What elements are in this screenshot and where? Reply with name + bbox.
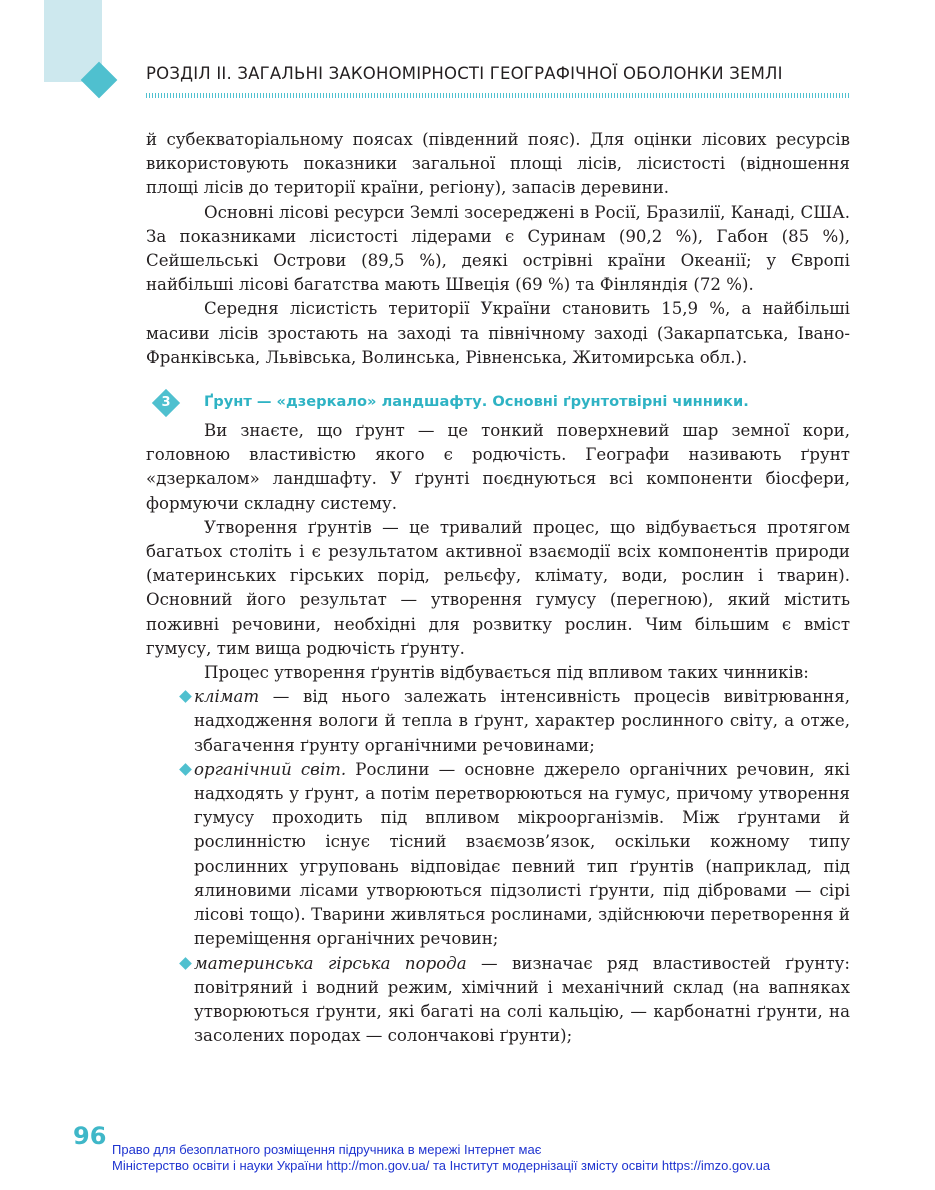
list-item xyxy=(146,758,850,952)
paragraph-continuation: й субекваторіальному поясах (південний пояс). Для оцінки лісових ресурсів використовують показники загальної площі лісів, лісистості (відношення площі лісів до території країни, регіону), запасів деревини. xyxy=(146,130,850,198)
paragraph-soil-definition: Ви знаєте, що ґрунт — це тонкий поверхневий шар земної кори, головною властивістю якого є родючість. Географи називають ґрунт «дзеркалом» ландшафту. У ґрунті поєднуються всі компоненти біосфери, формуючи складну систему. xyxy=(146,421,850,513)
factor-text: — від нього залежать інтенсивність процесів вивітрювання, надходження вологи й тепла в ґрунт, характер рослинного світу, а отже, збагачення ґрунту органічними речовинами; xyxy=(194,687,850,755)
footer-line-1: Право для безоплатного розміщення підручника в мережі Інтернет має xyxy=(112,1142,542,1157)
paragraph-soil-formation: Утворення ґрунтів — це тривалий процес, що відбувається протягом багатьох століть і є результатом активної взаємодії всіх компонентів природи (материнських гірських порід, рельєфу, клімату, води, рослин і тварин). Основний його результат — утворення гумусу (перегною), який містить поживні речовини, необхідні для розвитку рослин. Чим більшим є вміст гумусу, тим вища родючість ґрунту. xyxy=(146,517,850,658)
factor-term: материнська гірська порода xyxy=(194,953,467,973)
list-item xyxy=(146,685,850,758)
list-item xyxy=(146,952,850,1049)
factor-term: органічний світ. xyxy=(194,759,347,779)
factor-term: клімат xyxy=(194,687,260,707)
footer-line-2: Міністерство освіти і науки України http://mon.gov.ua/ та Інститут модернізації змісту освіти https://imzo.gov.ua xyxy=(112,1158,771,1173)
footer-notice xyxy=(112,1142,770,1174)
page-number: 96 xyxy=(73,1122,107,1150)
page-content xyxy=(146,128,850,1048)
section-number: 3 xyxy=(161,395,171,411)
diamond-bullet-icon xyxy=(179,690,192,703)
paragraph-ukraine-forests: Середня лісистість території України становить 15,9 %, а найбільші масиви лісів зростають на заході та північному заході (Закарпатська, Івано-Франківська, Львівська, Волинська, Рівненська, Житомирська обл.). xyxy=(146,299,850,367)
paragraph-factors-intro: Процес утворення ґрунтів відбувається під впливом таких чинників: xyxy=(204,663,809,683)
factor-text: — визначає ряд властивостей ґрунту: повітряний і водний режим, хімічний і механічний склад (на вапняках утворюються ґрунти, які багаті на солі кальцію, — карбонатні ґрунти, на засолених породах — солончакові ґрунти); xyxy=(194,953,850,1046)
paragraph-forest-leaders: Основні лісові ресурси Землі зосереджені в Росії, Бразилії, Канаді, США. За показниками лісистості лідерами є Суринам (90,2 %), Габон (85 %), Сейшельські Острови (89,5 %), деякі острівні країни Океанії; у Європі найбільші лісові багатства мають Швеція (69 %) та Фінляндія (72 %). xyxy=(146,202,850,295)
factor-text: Рослини — основне джерело органічних речовин, які надходять у ґрунт, а потім перетворюються на гумус, причому утворення гумусу проходить під впливом мікроорганізмів. Між ґрунтами й рослинністю існує тісний взаємозв’язок, оскільки кожному типу рослинних угруповань відповідає певний тип ґрунтів (наприклад, під ялиновими лісами утворюються підзолисті ґрунти, під дібровами — сірі лісові тощо). Тварини живляться рослинами, здійснюючи перетворення й переміщення органічних речовин; xyxy=(194,759,850,949)
section-title: Ґрунт — «дзеркало» ландшафту. Основні ґрунтотвірні чинники. xyxy=(204,393,749,411)
chapter-title: РОЗДІЛ ІІ. ЗАГАЛЬНІ ЗАКОНОМІРНОСТІ ГЕОГРАФІЧНОЇ ОБОЛОНКИ ЗЕМЛІ xyxy=(146,64,783,83)
section-heading xyxy=(146,391,850,419)
header-dotted-rule xyxy=(146,93,850,98)
diamond-bullet-icon xyxy=(179,957,192,970)
factors-list xyxy=(146,685,850,1048)
diamond-bullet-icon xyxy=(179,763,192,776)
